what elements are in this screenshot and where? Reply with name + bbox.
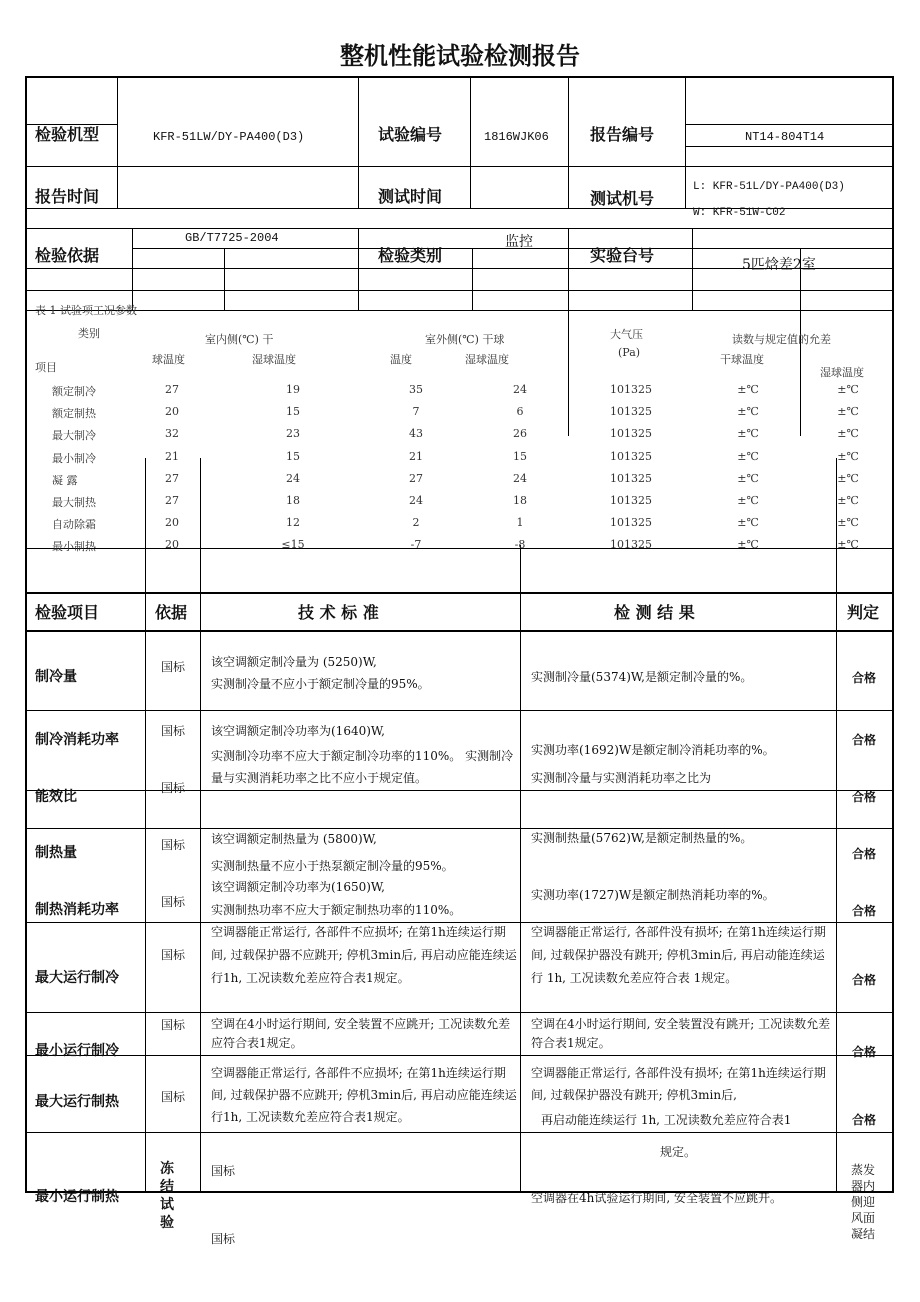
report-title: 整机性能试验检测报告 bbox=[340, 42, 580, 70]
table1-cell-in-wet: 23 bbox=[286, 427, 300, 441]
results-header-result: 检 测 结 果 bbox=[614, 603, 695, 622]
result-measured: 实测功率(1727)W是额定制热消耗功率的%。 bbox=[531, 888, 775, 902]
model-value: KFR-51LW/DY-PA400(D3) bbox=[153, 130, 305, 144]
table1-cell-out-wet: -8 bbox=[514, 538, 526, 552]
result-item: 制冷消耗功率 bbox=[35, 732, 119, 748]
table1-cell-in-wet: ≤15 bbox=[281, 538, 305, 552]
table1-cell-tol-dry: ±℃ bbox=[737, 494, 759, 507]
table1-cell-name: 最大制热 bbox=[52, 496, 96, 509]
result-basis: 国标 bbox=[161, 1018, 186, 1032]
result-item: 最小运行制冷 bbox=[35, 1043, 119, 1059]
table1-cell-out-wet: 26 bbox=[513, 427, 527, 441]
result-verdict: 合格 bbox=[852, 973, 877, 987]
table1-cell-tol-dry: ±℃ bbox=[737, 383, 759, 396]
result-verdict: 合格 bbox=[852, 733, 877, 747]
result-basis: 国标 bbox=[161, 948, 186, 962]
result-standard-line1: 该空调额定制热量为 (5800)W, bbox=[211, 832, 377, 846]
table1-cell-in-dry: 27 bbox=[165, 383, 179, 396]
result-measured-line2: 再启动能连续运行 1h, 工况读数允差应符合表1 bbox=[541, 1113, 792, 1127]
result-verdict: 合格 bbox=[852, 790, 877, 804]
table1-cell-name: 最大制冷 bbox=[52, 429, 96, 443]
result-standard-line2: 国标 bbox=[211, 1232, 236, 1246]
table1-cell-out-wet: 1 bbox=[516, 516, 524, 530]
table1-cell-tol-wet: ±℃ bbox=[837, 449, 859, 463]
category-label: 检验类别 bbox=[378, 246, 443, 265]
table1-cell-tol-dry: ±℃ bbox=[737, 516, 759, 530]
table1-header-tol-wet: 湿球温度 bbox=[820, 366, 864, 379]
basis-value: GB/T7725-2004 bbox=[185, 231, 279, 245]
table1-cell-pa: 101325 bbox=[610, 383, 652, 396]
result-measured: 空调在4小时运行期间, 安全装置没有跳开; 工况读数允差符合表1规定。 bbox=[531, 1017, 831, 1050]
result-measured: 空调器能正常运行, 各部件没有损坏; 在第1h连续运行期间, 过载保护器没有跳开; 停机3min后, bbox=[531, 1066, 826, 1102]
model-label: 检验机型 bbox=[35, 125, 100, 144]
table1-cell-tol-dry: ±℃ bbox=[737, 471, 759, 485]
table1-cell-in-dry: 32 bbox=[165, 427, 179, 441]
test-time-label: 测试时间 bbox=[378, 187, 443, 206]
table1-cell-name: 凝 露 bbox=[52, 473, 78, 487]
table1-cell-out-wet: 24 bbox=[513, 471, 527, 485]
table1-cell-pa: 101325 bbox=[610, 427, 652, 441]
table1-header-outdoor: 室外侧(℃) 干球 bbox=[425, 333, 505, 346]
result-measured-line2: 实测制冷量与实测消耗功率之比为 bbox=[531, 771, 712, 785]
table1-header-tolerance: 读数与规定值的允差 bbox=[732, 333, 831, 346]
result-standard: 国标 bbox=[211, 1164, 236, 1178]
table1-cell-out-dry: 35 bbox=[409, 383, 423, 396]
result-item: 制热量 bbox=[35, 845, 77, 861]
result-measured: 空调器在4h试验运行期间, 安全装置不应跳开。 bbox=[531, 1191, 782, 1205]
table1-cell-out-wet: 6 bbox=[516, 405, 524, 419]
table1-cell-name: 额定制热 bbox=[52, 407, 96, 421]
table1-cell-tol-dry: ±℃ bbox=[737, 427, 759, 441]
result-standard: 空调在4小时运行期间, 安全装置不应跳开; 工况读数允差应符合表1规定。 bbox=[211, 1017, 511, 1050]
table1-caption: 表 1 试验项工况参数 bbox=[35, 304, 137, 317]
table1-cell-out-dry: 27 bbox=[409, 471, 423, 485]
test-unit-w: W: KFR-51W-C02 bbox=[693, 207, 786, 219]
table1-cell-out-wet: 24 bbox=[513, 383, 527, 396]
table1-cell-tol-wet: ±℃ bbox=[837, 405, 859, 419]
test-unit-label: 测试机号 bbox=[590, 189, 655, 208]
table1-cell-in-dry: 21 bbox=[165, 449, 179, 463]
table1-cell-out-wet: 18 bbox=[513, 494, 527, 507]
result-standard-line1: 该空调额定制冷功率为(1640)W, bbox=[211, 724, 385, 738]
table1-cell-name: 最小制冷 bbox=[52, 451, 96, 465]
result-verdict: 合格 bbox=[852, 1045, 877, 1059]
report-no-label: 报告编号 bbox=[590, 125, 655, 144]
results-header-basis: 依据 bbox=[155, 603, 188, 622]
result-verdict: 合格 bbox=[852, 904, 877, 918]
result-measured: 实测功率(1692)W是额定制冷消耗功率的%。 bbox=[531, 743, 775, 757]
result-standard-line2: 实测制热功率不应大于额定制热功率的110%。 bbox=[211, 903, 462, 917]
table1-cell-out-dry: -7 bbox=[410, 538, 422, 552]
category-value: 监控 bbox=[505, 234, 533, 250]
table1-cell-tol-dry: ±℃ bbox=[737, 538, 759, 552]
table1-cell-out-dry: 2 bbox=[412, 516, 420, 530]
table1-cell-pa: 101325 bbox=[610, 405, 652, 419]
result-standard: 空调器能正常运行, 各部件不应损坏; 在第1h连续运行期间, 过载保护器不应跳开; 停机3min后, 再启动应能连续运行1h, 工况读数允差应符合表1规定。 bbox=[211, 1066, 517, 1124]
result-standard-line2: 实测制冷功率不应大于额定制冷功率的110%。 实测制冷量与实测消耗功率之比不应小于规定值。 bbox=[211, 749, 514, 785]
result-basis: 国标 bbox=[161, 838, 186, 852]
table1-cell-in-wet: 24 bbox=[286, 471, 300, 485]
table1-header-indoor-dry: 球温度 bbox=[152, 353, 185, 366]
table1-cell-tol-dry: ±℃ bbox=[737, 405, 759, 419]
bench-label: 实验台号 bbox=[590, 246, 655, 265]
table1-header-outdoor-dry: 温度 bbox=[390, 353, 412, 366]
result-item: 制热消耗功率 bbox=[35, 902, 119, 918]
result-basis: 国标 bbox=[161, 895, 186, 909]
table1-cell-in-wet: 18 bbox=[286, 494, 300, 507]
result-basis: 国标 bbox=[161, 1090, 186, 1104]
result-verdict: 合格 bbox=[852, 1113, 877, 1127]
table1-header-pressure-unit: (Pa) bbox=[618, 346, 641, 359]
table1-cell-name: 额定制冷 bbox=[52, 385, 96, 398]
table1-cell-in-dry: 27 bbox=[165, 471, 179, 485]
table1-cell-in-dry: 20 bbox=[165, 538, 179, 552]
table1-cell-pa: 101325 bbox=[610, 516, 652, 530]
table1-cell-tol-wet: ±℃ bbox=[837, 494, 859, 507]
table1-cell-in-wet: 12 bbox=[286, 516, 300, 530]
result-item: 制冷量 bbox=[35, 669, 77, 685]
table1-cell-out-dry: 43 bbox=[409, 427, 423, 441]
table1-cell-pa: 101325 bbox=[610, 538, 652, 552]
result-measured: 实测制冷量(5374)W,是额定制冷量的%。 bbox=[531, 670, 753, 684]
table1-header-indoor: 室内侧(℃) 干 bbox=[205, 333, 274, 346]
result-standard-line2: 实测制冷量不应小于额定制冷量的95%。 bbox=[211, 677, 430, 691]
table1-cell-in-dry: 20 bbox=[165, 405, 179, 419]
test-no-label: 试验编号 bbox=[378, 125, 443, 144]
result-measured-line3: 规定。 bbox=[660, 1145, 697, 1159]
table1-cell-name: 自动除霜 bbox=[52, 518, 96, 532]
table1-cell-in-wet: 19 bbox=[286, 383, 300, 396]
table1-cell-name: 最小制热 bbox=[52, 540, 96, 554]
table1-header-indoor-wet: 湿球温度 bbox=[252, 353, 296, 366]
table1-cell-tol-wet: ±℃ bbox=[837, 427, 859, 441]
test-no-value: 1816WJK06 bbox=[484, 130, 549, 144]
results-header-verdict: 判定 bbox=[847, 603, 880, 622]
result-verdict: 合格 bbox=[852, 671, 877, 685]
report-no-value: NT14-804T14 bbox=[745, 130, 825, 144]
result-measured: 实测制热量(5762)W,是额定制热量的%。 bbox=[531, 831, 753, 845]
results-header-standard: 技 术 标 准 bbox=[298, 603, 379, 622]
report-time-label: 报告时间 bbox=[35, 187, 100, 206]
result-standard-line2: 实测制热量不应小于热泵额定制冷量的95%。 bbox=[211, 859, 454, 873]
test-unit-l: L: KFR-51L/DY-PA400(D3) bbox=[693, 181, 845, 193]
table1-cell-pa: 101325 bbox=[610, 449, 652, 463]
table1-cell-out-dry: 21 bbox=[409, 449, 423, 463]
result-verdict: 蒸发器内侧迎风面凝结 bbox=[851, 1163, 876, 1241]
table1-header-pressure: 大气压 bbox=[610, 328, 643, 341]
result-basis: 国标 bbox=[161, 724, 186, 738]
results-header-item: 检验项目 bbox=[35, 603, 100, 622]
result-item: 最大运行制冷 bbox=[35, 970, 119, 986]
result-verdict: 合格 bbox=[852, 847, 877, 861]
result-basis: 国标 bbox=[161, 660, 186, 674]
result-standard-line1: 该空调额定制冷量为 (5250)W, bbox=[211, 655, 377, 669]
table1-cell-out-dry: 7 bbox=[412, 405, 420, 419]
table1-header-item: 项目 bbox=[35, 361, 57, 374]
result-item: 最大运行制热 bbox=[35, 1094, 119, 1110]
table1-header-tol-dry: 干球温度 bbox=[720, 353, 764, 366]
basis-label: 检验依据 bbox=[35, 246, 100, 265]
table1-cell-in-dry: 20 bbox=[165, 516, 179, 530]
table1-cell-pa: 101325 bbox=[610, 494, 652, 507]
table1-header-outdoor-wet: 湿球温度 bbox=[465, 353, 509, 366]
result-standard-line1: 该空调额定制冷功率为(1650)W, bbox=[211, 880, 385, 894]
table1-cell-tol-wet: ±℃ bbox=[837, 516, 859, 530]
result-item: 最小运行制热 bbox=[35, 1189, 119, 1205]
table1-cell-in-wet: 15 bbox=[286, 405, 300, 419]
table1-cell-tol-wet: ±℃ bbox=[837, 383, 859, 396]
table1-cell-tol-wet: ±℃ bbox=[837, 538, 859, 552]
result-measured: 空调器能正常运行, 各部件没有损坏; 在第1h连续运行期间, 过载保护器没有跳开; 停机3min后, 再启动能连续运行 1h, 工况读数允差应符合表 1规定。 bbox=[531, 925, 826, 985]
table1-header-category: 类别 bbox=[78, 327, 100, 340]
table1-cell-tol-wet: ±℃ bbox=[837, 471, 859, 485]
result-basis: 国标 bbox=[161, 781, 186, 795]
table1-cell-in-dry: 27 bbox=[165, 494, 179, 507]
table1-cell-tol-dry: ±℃ bbox=[737, 449, 759, 463]
table1-cell-out-dry: 24 bbox=[409, 494, 423, 507]
bench-value: 5匹焓差2室 bbox=[742, 257, 816, 273]
table1-cell-out-wet: 15 bbox=[513, 449, 527, 463]
table1-cell-in-wet: 15 bbox=[286, 449, 300, 463]
result-basis: 冻结试验 bbox=[160, 1161, 174, 1231]
table1-cell-pa: 101325 bbox=[610, 471, 652, 485]
result-item: 能效比 bbox=[35, 789, 77, 805]
result-standard: 空调器能正常运行, 各部件不应损坏; 在第1h连续运行期间, 过载保护器不应跳开; 停机3min后, 再启动应能连续运行1h, 工况读数允差应符合表1规定。 bbox=[211, 925, 517, 985]
